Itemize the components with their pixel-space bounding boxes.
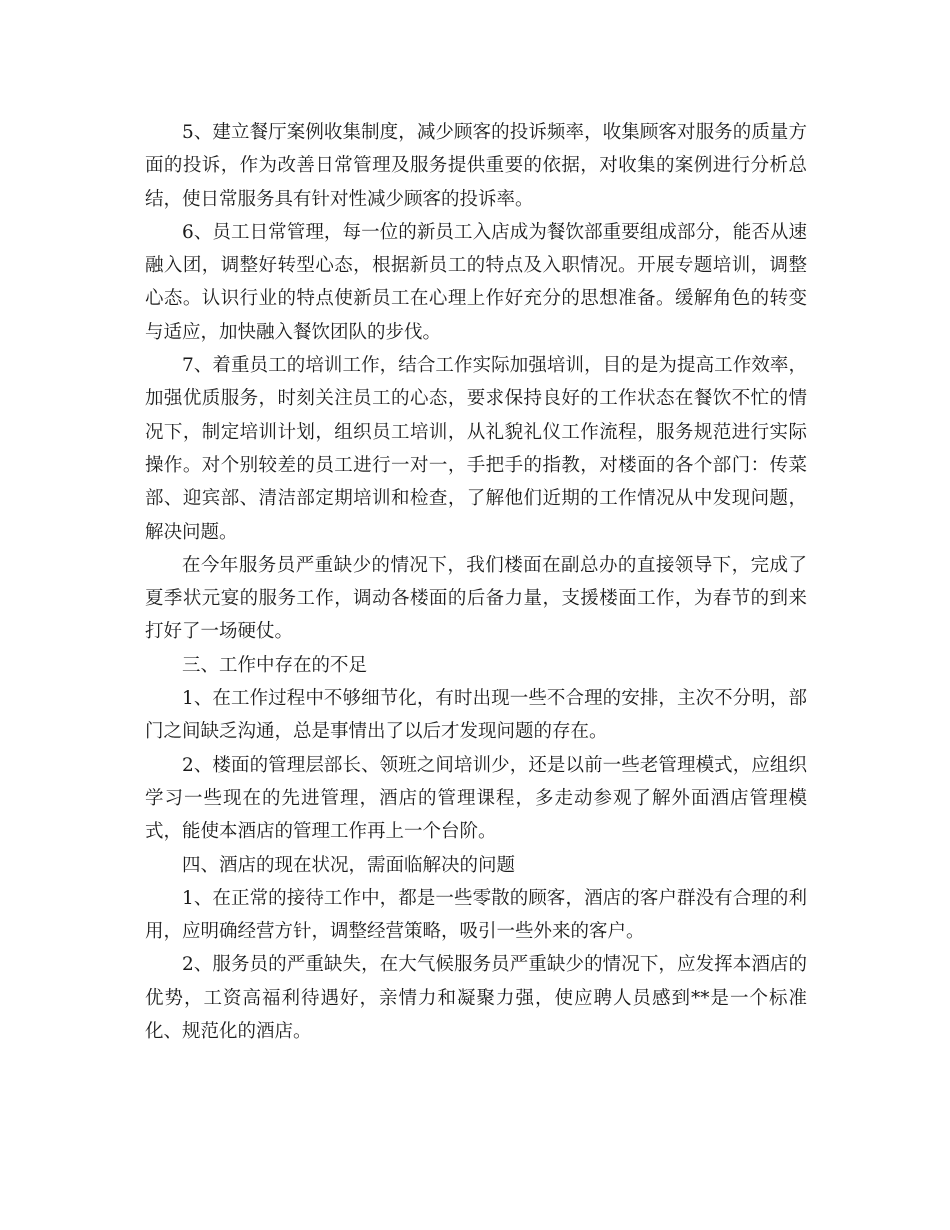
paragraph-item-7: 7、着重员工的培训工作，结合工作实际加强培训，目的是为提高工作效率，加强优质服务，时刻关注员工的心态，要求保持良好的工作状态在餐饮不忙的情况下，制定培训计划，组织员工培训，从礼貌礼仪工作流程，服务规范进行实际操作。对个别较差的员工进行一对一，手把手的指教，对楼面的各个部门：传菜部、迎宾部、清洁部定期培训和检查，了解他们近期的工作情况从中发现问题，解决问题。 (145, 355, 807, 543)
section-heading-4: 四、酒店的现在状况，需面临解决的问题 (182, 854, 516, 876)
paragraph-item-5: 5、建立餐厅案例收集制度，减少顾客的投诉频率，收集顾客对服务的质量方面的投诉，作为改善日常管理及服务提供重要的依据，对收集的案例进行分析总结，使日常服务具有针对性减少顾客的投诉率。 (145, 122, 807, 210)
paragraph-issue-1: 1、在正常的接待工作中，都是一些零散的顾客，酒店的客户群没有合理的利用，应明确经营方针，调整经营策略，吸引一些外来的客户。 (145, 887, 807, 943)
paragraph-shortcoming-1: 1、在工作过程中不够细节化，有时出现一些不合理的安排，主次不分明，部门之间缺乏沟通，总是事情出了以后才发现问题的存在。 (145, 688, 807, 743)
document-body (145, 116, 807, 1048)
paragraph-issue-2: 2、服务员的严重缺失，在大气候服务员严重缺少的情况下，应发挥本酒店的优势，工资高福利待遇好，亲情力和凝聚力强，使应聘人员感到**是一个标准化、规范化的酒店。 (145, 954, 807, 1043)
paragraph-item-6: 6、员工日常管理，每一位的新员工入店成为餐饮部重要组成部分，能否从速融入团，调整好转型心态，根据新员工的特点及入职情况。开展专题培训，调整心态。认识行业的特点使新员工在心理上作好充分的思想准备。缓解角色的转变与适应，加快融入餐饮团队的步伐。 (145, 221, 807, 343)
paragraph-summary: 在今年服务员严重缺少的情况下，我们楼面在副总办的直接领导下，完成了夏季状元宴的服务工作，调动各楼面的后备力量，支援楼面工作，为春节的到来打好了一场硬仗。 (145, 554, 807, 643)
paragraph-shortcoming-2: 2、楼面的管理层部长、领班之间培训少，还是以前一些老管理模式，应组织学习一些现在的先进管理，酒店的管理课程，多走动参观了解外面酒店管理模式，能使本酒店的管理工作再上一个台阶。 (145, 754, 807, 843)
section-heading-3: 三、工作中存在的不足 (182, 654, 368, 676)
